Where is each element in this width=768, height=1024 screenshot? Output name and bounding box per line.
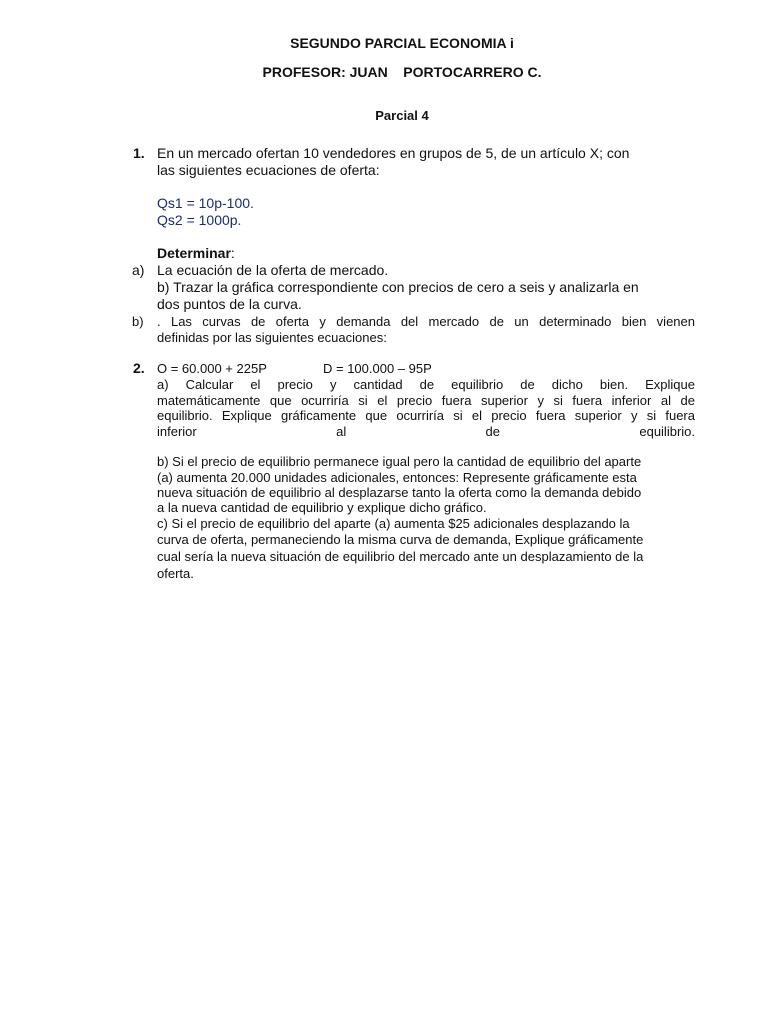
q1-b1-line-2: dos puntos de la curva.: [157, 296, 302, 312]
q2-c-line-3: cual sería la nueva situación de equilibrio del mercado ante un desplazamiento de la: [157, 549, 644, 564]
q1-b1-line-1: b) Trazar la gráfica correspondiente con precios de cero a seis y analizarla en: [157, 279, 639, 295]
q1-equation-1: Qs1 = 10p-100.: [157, 195, 254, 211]
q1-intro-line-2: las siguientes ecuaciones de oferta:: [157, 162, 380, 178]
question-1-number: 1.: [133, 145, 145, 161]
q2-a-line-4: inferior al de equilibrio.: [157, 424, 695, 439]
q1-b2-line-1: . Las curvas de oferta y demanda del mercado de un determinado bien vienen: [157, 314, 695, 329]
q2-c-line-4: oferta.: [157, 566, 194, 581]
q1-intro-line-1: En un mercado ofertan 10 vendedores en grupos de 5, de un artículo X; con: [157, 145, 630, 161]
q2-c-line-1: c) Si el precio de equilibrio del aparte (a) aumenta $25 adicionales desplazando la: [157, 516, 630, 531]
determinar-label: Determinar: [157, 245, 231, 261]
determinar-colon: :: [230, 245, 235, 261]
q1-a-text: La ecuación de la oferta de mercado.: [157, 262, 389, 278]
q2-a-line-2: matemáticamente que ocurriría si el precio fuera superior y si fuera inferior al de: [157, 393, 695, 408]
q2-b-line-4: a la nueva cantidad de equilibrio y explique dicho gráfico.: [157, 500, 487, 515]
q2-b-line-2: (a) aumenta 20.000 unidades adicionales, entonces: Represente gráficamente esta: [157, 470, 637, 485]
exam-title: SEGUNDO PARCIAL ECONOMIA i: [290, 35, 514, 51]
q1-a-label: a): [132, 262, 145, 278]
q1-b2-line-2: definidas por las siguientes ecuaciones:: [157, 330, 387, 345]
q2-b-line-1: b) Si el precio de equilibrio permanece igual pero la cantidad de equilibrio del aparte: [157, 454, 642, 469]
q2-a-line-3: equilibrio. Explique gráficamente que ocurriría si el precio fuera superior y si fuera: [157, 408, 695, 423]
q1-determinar-heading: [157, 245, 235, 262]
q2-a-line-1: a) Calcular el precio y cantidad de equilibrio de dicho bien. Explique: [157, 377, 695, 392]
q2-demand-equation: D = 100.000 – 95P: [323, 361, 432, 376]
q2-c-line-2: curva de oferta, permaneciendo la misma curva de demanda, Explique gráficamente: [157, 532, 644, 547]
q2-b-line-3: nueva situación de equilibrio al desplazarse tanto la oferta como la demanda debido: [157, 485, 642, 500]
q2-offer-equation: O = 60.000 + 225P: [157, 361, 267, 376]
professor-line: PROFESOR: JUAN PORTOCARRERO C.: [262, 64, 542, 80]
exam-subtitle: Parcial 4: [375, 108, 429, 123]
question-2-number: 2.: [133, 360, 145, 376]
q1-b2-label: b): [132, 314, 144, 329]
q1-equation-2: Qs2 = 1000p.: [157, 212, 242, 228]
